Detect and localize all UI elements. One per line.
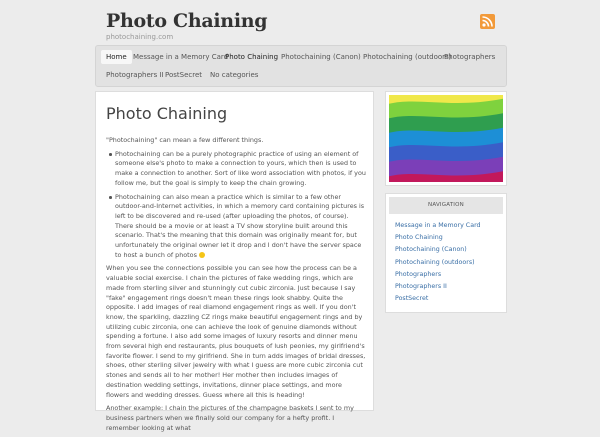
article-paragraph: When you see the connections possible you can see how the process can be a valuable social exercise. I chain the pictures of fake wedding rings, which are made from sterling silver and stunningly cut cubic zirconia. Just because I say "fake" engagement rings doesn't mean these rings look shabby. Quite the opposite. I add images of real diamond engagement rings as well. If you don't know, the sparkling, dazzling CZ rings make beautiful engagement rings and by utilizing cubic zirconia, one can achieve the look of genuine diamonds without spending a fortune. I also add some images of luxury resorts and dinner menu from several high end restaurants, plus bouquets of lush peonies, my girlfriend's favorite flower. I send to my girlfriend. She in turn adds images of bridal dresses, shoes, other sterling silver jewelry with what I guess are more cubic zirconia cut stones and sends all to her mother! Her mother then includes images of destination wedding settings, invitations, dinner place settings, and more flowers and wedding dresses. Guess where all this is heading! [106, 264, 366, 399]
site-title[interactable]: Photo Chaining [106, 10, 268, 32]
rainbow-image[interactable] [389, 95, 503, 182]
sidebar-link-photographers[interactable]: Photographers [395, 270, 442, 278]
smiley-icon [199, 252, 205, 258]
sidebar-link-message-in-a-memory-card[interactable]: Message in a Memory Card [395, 222, 481, 229]
page-title: Photo Chaining [106, 104, 228, 123]
navigation-widget-list [386, 217, 506, 307]
sidebar-link-photochaining-canon[interactable]: Photochaining (Canon) [395, 246, 467, 254]
article-bullet-list [106, 150, 366, 261]
main-navigation [95, 45, 507, 87]
nav-item-home[interactable]: Home [101, 50, 132, 64]
rss-icon[interactable] [480, 14, 495, 29]
nav-item-photographers[interactable]: Photographers [444, 53, 496, 61]
sidebar-link-photographers-ii[interactable]: Photographers II [395, 282, 447, 290]
sidebar-image-widget [385, 91, 507, 186]
main-content [95, 91, 374, 432]
sidebar-link-photo-chaining[interactable]: Photo Chaining [395, 234, 443, 242]
nav-item-postsecret[interactable]: PostSecret [165, 71, 203, 79]
article-body [106, 136, 366, 437]
site-description: photochaining.com [106, 33, 174, 41]
article-bullet: Photochaining can be a purely photographic practice of using an element of someone else's photo to make a connection to yours, which then is used to make a connection to another. Sort of like word association with photos, if you follow me, but the goal is simply to keep the chain growing. [106, 150, 366, 189]
nav-item-photochaining-canon[interactable]: Photochaining (Canon) [281, 53, 361, 61]
article-intro: "Photochaining" can mean a few different things. [106, 136, 264, 144]
nav-item-message-in-a-memory-card[interactable]: Message in a Memory Card [133, 53, 229, 61]
nav-item-photo-chaining[interactable]: Photo Chaining [225, 53, 279, 61]
nav-item-no-categories[interactable]: No categories [210, 71, 259, 79]
article-bullet: Photochaining can also mean a practice which is similar to a few other outdoor-and-Internet activities, in which a memory card containing pictures is left to be discovered and re-used (after uploading the photos, of course). There should be a movie or at least a TV show storyline built around this scenario. That's the meaning that this domain was originally meant for, but unfortunately the original owner let it drop and I don't have the server space to host a bunch of photos [106, 193, 366, 261]
nav-item-photochaining-outdoors[interactable]: Photochaining (outdoors) [363, 53, 452, 61]
sidebar-navigation-widget [385, 193, 507, 313]
sidebar-link-postsecret[interactable]: PostSecret [395, 295, 429, 303]
sidebar-link-photochaining-outdoors[interactable]: Photochaining (outdoors) [395, 258, 475, 266]
navigation-widget-heading: NAVIGATION [389, 197, 503, 214]
nav-item-photographers-ii[interactable]: Photographers II [106, 71, 164, 79]
article-paragraph: Another example: I chain the pictures of the champagne baskets I sent to my business partners when we finally sold our company for a hefty profit. I remember looking at what [106, 404, 354, 432]
